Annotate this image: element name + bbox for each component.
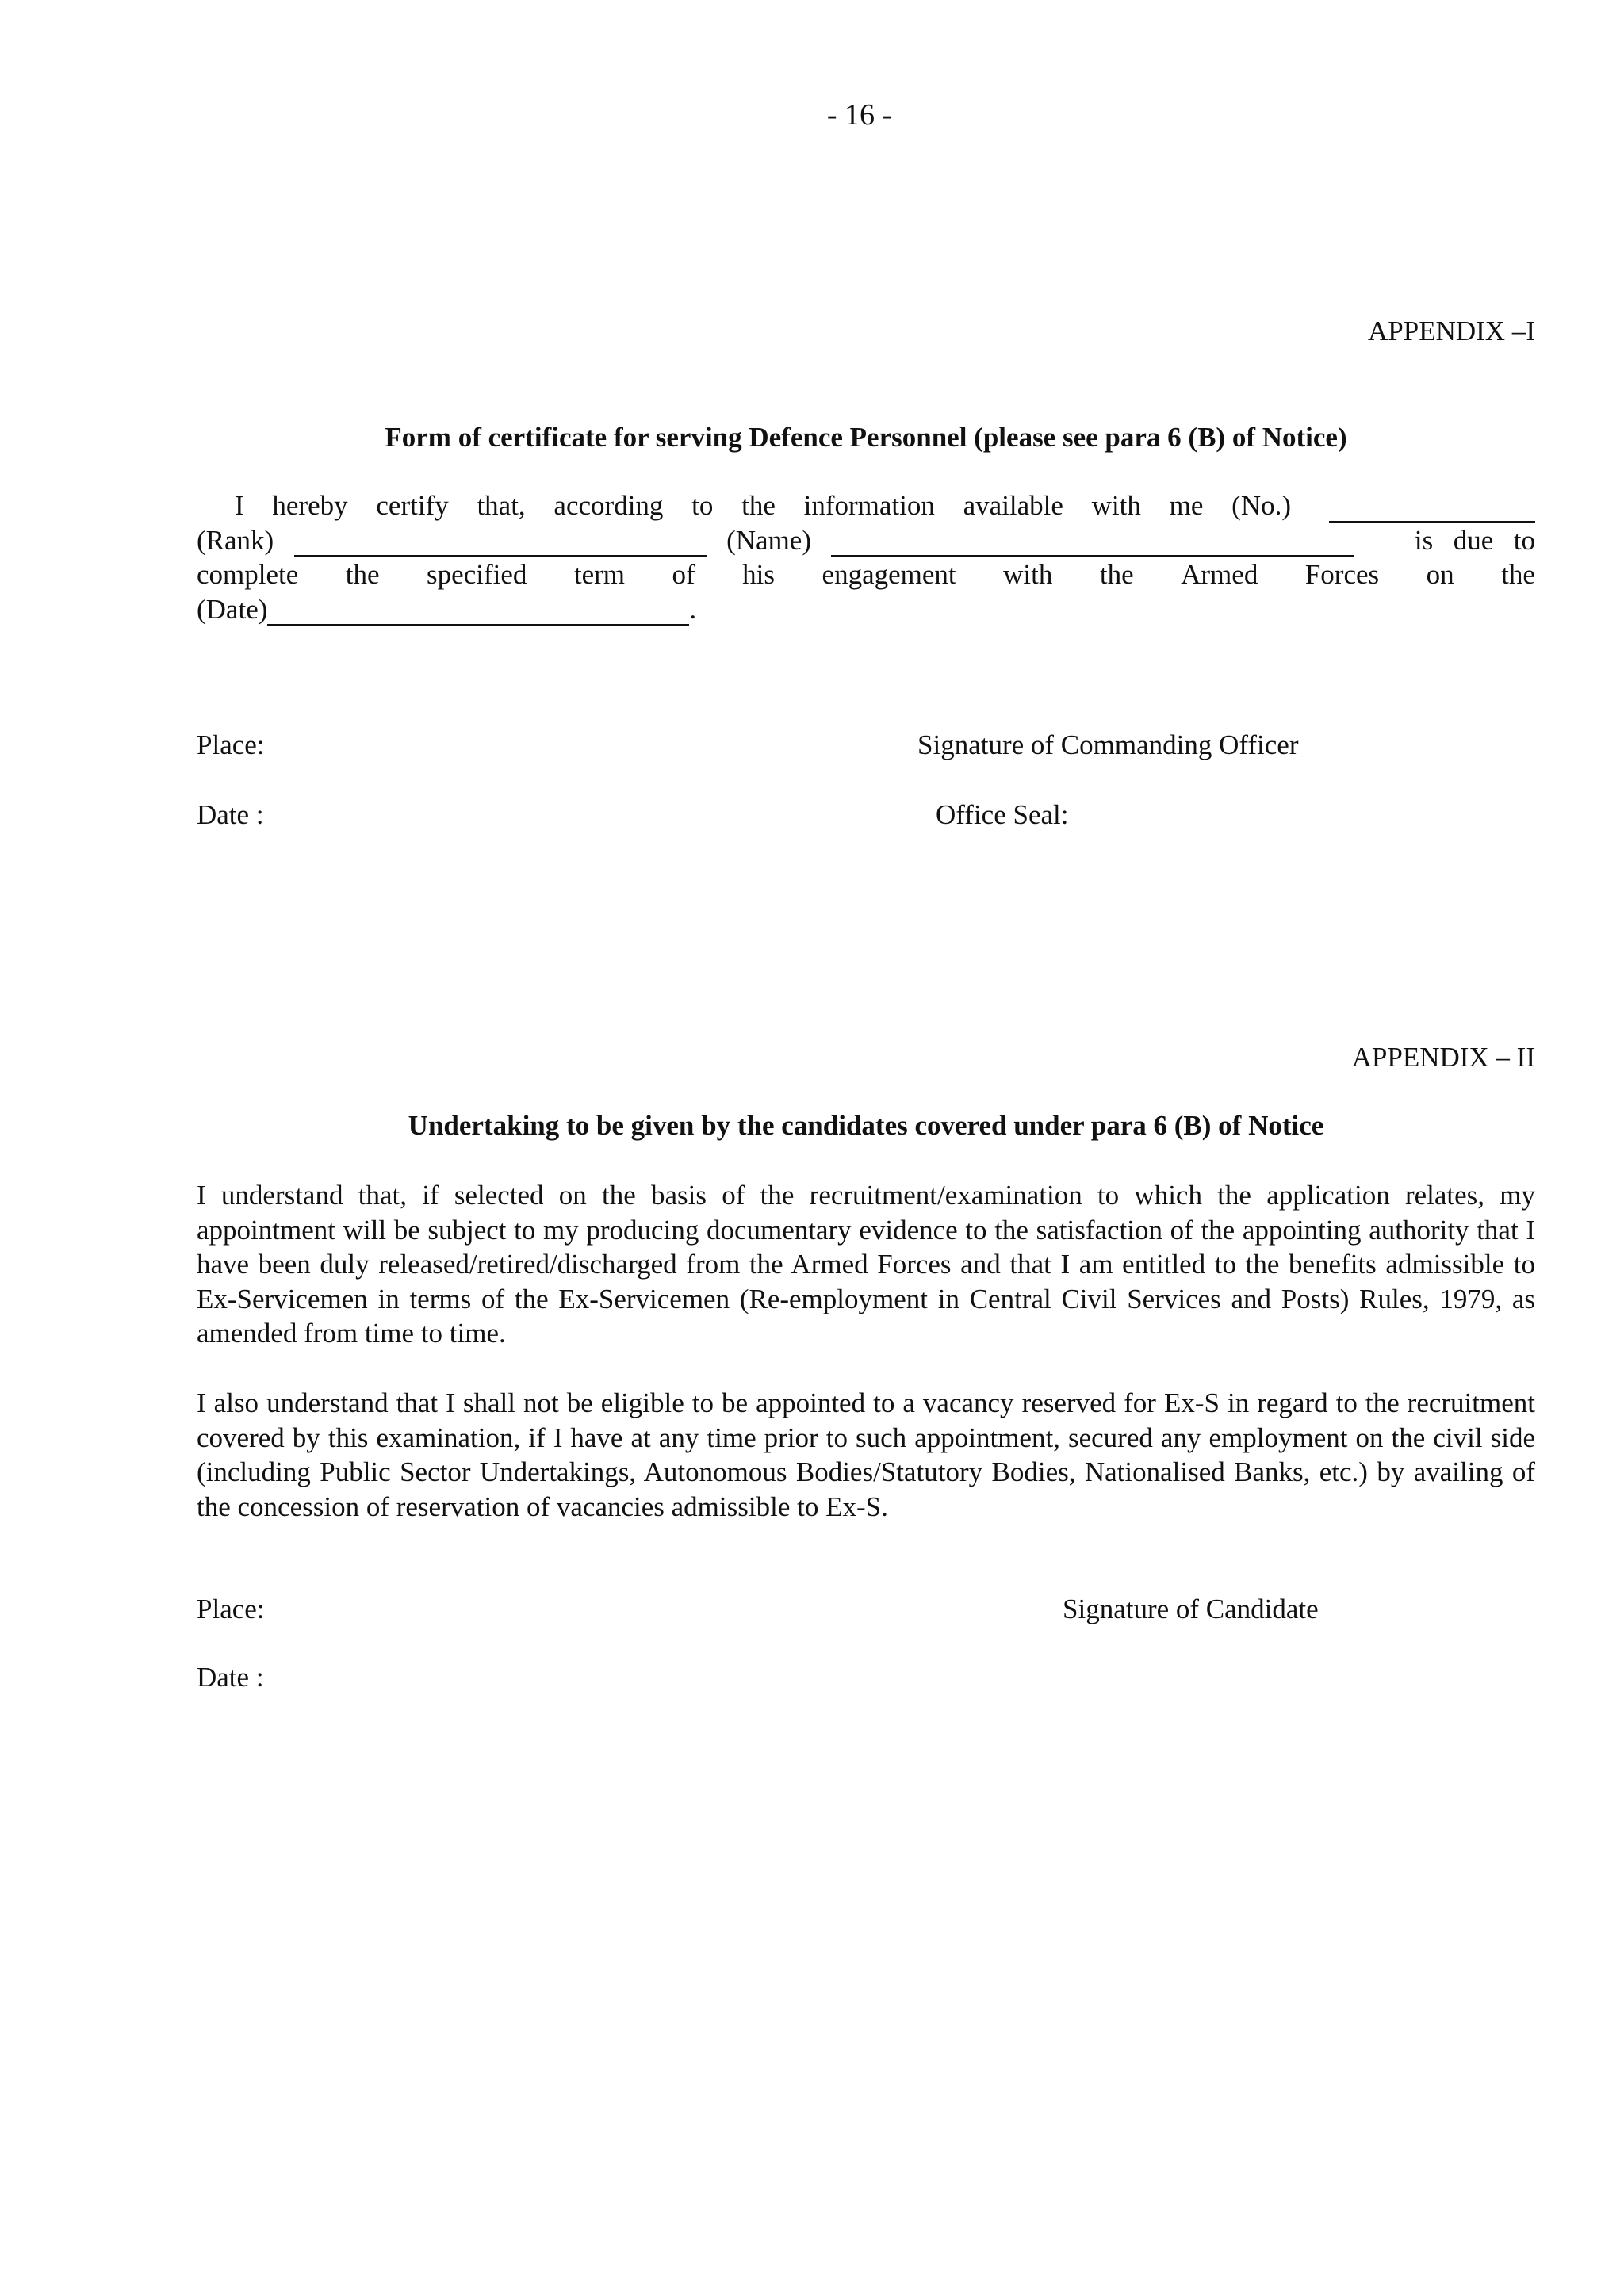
appendix-1-place-label: Place: (197, 729, 265, 760)
certificate-word-to: to (1513, 524, 1535, 556)
certificate-line-1-text: I hereby certify that, according to the information available with me (No.) (235, 490, 1291, 521)
certificate-word-is: is (1414, 524, 1434, 556)
certificate-line-3-word: Forces (1304, 559, 1380, 590)
certificate-line-3-word: the (1099, 559, 1134, 590)
certificate-paragraph (197, 488, 1535, 626)
commanding-officer-signature-label: Signature of Commanding Officer (917, 729, 1299, 760)
appendix-2-label: APPENDIX – II (1351, 1042, 1535, 1073)
appendix-2-date-label: Date : (197, 1662, 264, 1693)
appendix-2-place-label: Place: (197, 1594, 265, 1624)
certificate-line-3-word: of (672, 559, 695, 590)
certificate-line-3-word: engagement (822, 559, 956, 590)
appendix-1-title: Form of certificate for serving Defence Personnel (please see para 6 (B) of Notice) (385, 422, 1347, 453)
certificate-line-3-word: term (573, 559, 626, 590)
certificate-line-4 (197, 592, 1535, 627)
date-label: (Date) (197, 593, 268, 625)
name-field[interactable] (831, 528, 1354, 557)
certificate-line-3 (197, 557, 1535, 592)
certificate-line-3-word: with (1003, 559, 1053, 590)
page-number: - 16 - (826, 98, 893, 132)
certificate-line-2 (197, 523, 1535, 558)
rank-field[interactable] (294, 528, 707, 557)
undertaking-paragraph-1: I understand that, if selected on the basis of the recruitment/examination to which the application relates, my appointment will be subject to my producing documentary evidence to the satisfaction of the appointing authority that I have been duly released/retired/discharged from the Armed Forces and that I am entitled to the benefits admissible to Ex-Servicemen in terms of the Ex-Servicemen (Re-employment in Central Civil Services and Posts) Rules, 1979, as amended from time to time. (197, 1180, 1535, 1349)
service-number-field[interactable] (1329, 494, 1535, 523)
date-end: . (689, 593, 697, 625)
date-field[interactable] (267, 597, 689, 626)
candidate-signature-label: Signature of Candidate (1063, 1594, 1319, 1624)
certificate-line-1-text-wrap (197, 488, 1329, 523)
certificate-line-3-word: his (742, 559, 776, 590)
certificate-line-3-word: the (1501, 559, 1535, 590)
appendix-1-label: APPENDIX –I (1368, 316, 1535, 346)
certificate-line-3-word: the (345, 559, 380, 590)
office-seal-label: Office Seal: (936, 799, 1069, 830)
undertaking-paragraph-2: I also understand that I shall not be eligible to be appointed to a vacancy reserved for Ex-S in regard to the recruitment covered by this examination, if I have at any time prior to such appointment, secured any employment on the civil side (including Public Sector Undertakings, Autonomous Bodies/Statutory Bodies, Nationalised Banks, etc.) by availing of the concession of reservation of vacancies admissible to Ex-S. (197, 1387, 1535, 1522)
appendix-1-date-label: Date : (197, 799, 264, 830)
certificate-line-3-word: Armed (1181, 559, 1258, 590)
name-label: (Name) (726, 524, 811, 556)
certificate-line-3-word: complete (197, 559, 299, 590)
appendix-2-title: Undertaking to be given by the candidates covered under para 6 (B) of Notice (408, 1110, 1324, 1141)
certificate-line-1 (197, 488, 1535, 523)
certificate-line-3-word: specified (427, 559, 527, 590)
rank-label: (Rank) (197, 524, 274, 556)
certificate-word-due: due (1453, 524, 1494, 556)
certificate-line-3-word: on (1426, 559, 1454, 590)
